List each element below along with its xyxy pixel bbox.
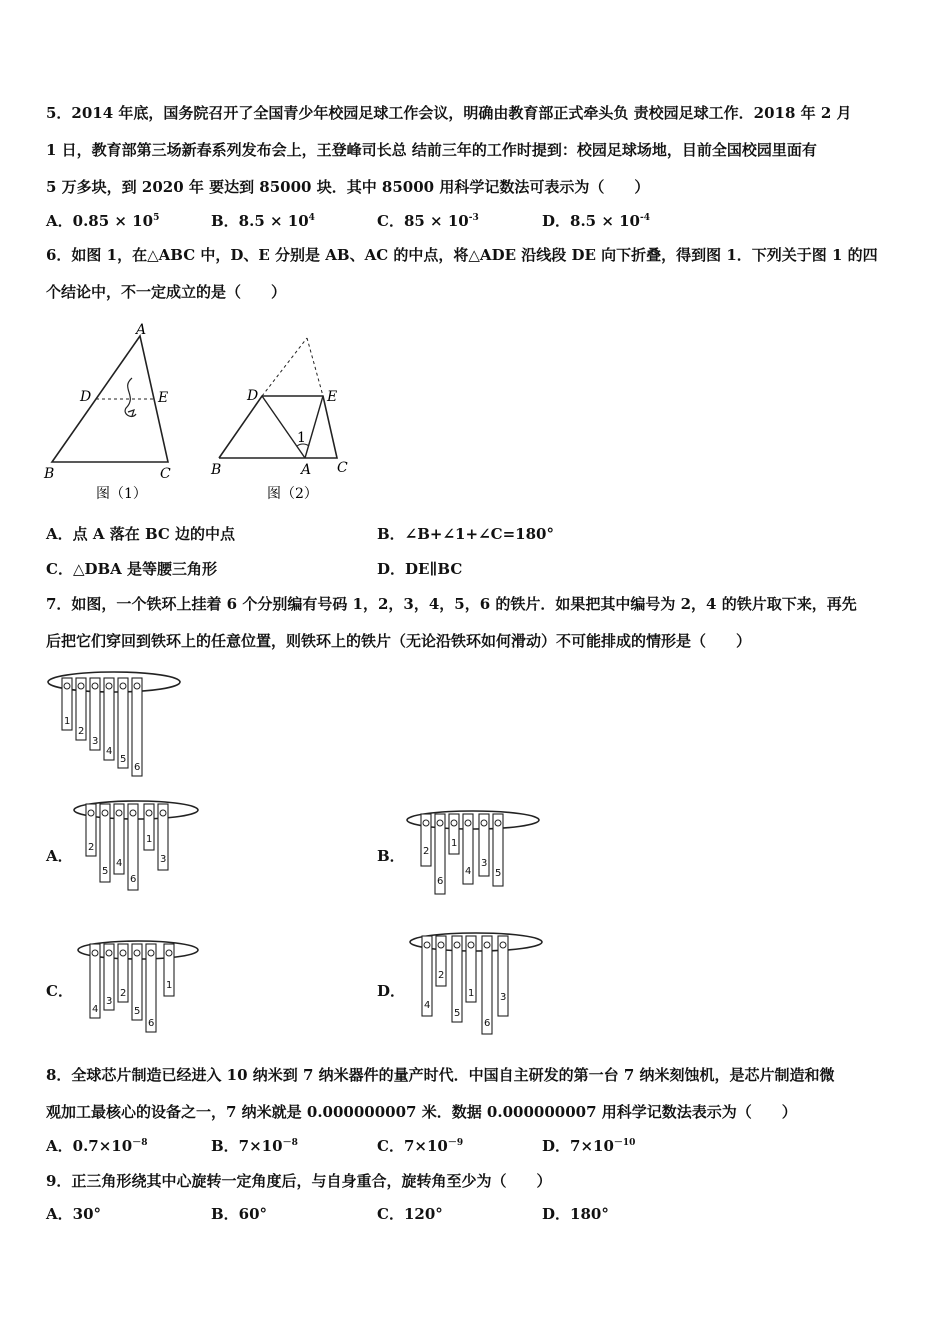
svg-text:2: 2: [438, 970, 445, 981]
svg-text:5: 5: [495, 868, 502, 879]
svg-text:4: 4: [106, 746, 113, 757]
svg-text:5: 5: [102, 866, 109, 877]
q9-option-d[interactable]: D．180°: [542, 1205, 609, 1223]
opt-b-tag-2: [435, 814, 445, 894]
q7-option-d-figure[interactable]: [408, 928, 548, 1038]
opt-a-tag-1: [86, 804, 96, 856]
svg-text:4: 4: [465, 866, 472, 877]
svg-text:6: 6: [134, 762, 141, 773]
fig2-caption: 图（2）: [267, 486, 318, 502]
svg-text:3: 3: [481, 858, 488, 869]
opt-a-tag-3: [114, 804, 124, 874]
q6-text-line2: 个结论中，不一定成立的是（ ）: [46, 283, 287, 301]
fig1-label-a: A: [136, 322, 147, 338]
q9-text-line1: 9．正三角形绕其中心旋转一定角度后，与自身重合，旋转角至少为（ ）: [46, 1172, 552, 1190]
opt-d-tag-1: [422, 936, 432, 1016]
opt-c-tag-1: [90, 944, 100, 1018]
main-tag-4: [104, 678, 114, 760]
main-tag-1: [62, 678, 72, 730]
q7-option-a-label[interactable]: A．: [46, 847, 73, 865]
q6-option-c[interactable]: C．△DBA 是等腰三角形: [46, 560, 218, 578]
opt-a-tag-5: [144, 804, 154, 850]
opt-a-tag-4: [128, 804, 138, 890]
q7-option-b-figure[interactable]: [405, 806, 545, 896]
q8-option-d[interactable]: D．$7\times 10^{-10}$: [542, 1137, 636, 1155]
opt-d-tag-2: [436, 936, 446, 986]
svg-text:4: 4: [424, 1000, 431, 1011]
opt-b-tag-3: [449, 814, 459, 854]
main-tag-5: [118, 678, 128, 768]
svg-text:3: 3: [92, 736, 99, 747]
svg-text:1: 1: [146, 834, 153, 845]
q7-option-b-label[interactable]: B．: [377, 847, 405, 865]
q8-option-a[interactable]: A．$0.7\times 10^{-8}$: [46, 1137, 148, 1155]
q7-main-ring-figure: [46, 666, 186, 776]
opt-b-tag-6: [493, 814, 503, 886]
svg-text:3: 3: [160, 854, 167, 865]
q9-option-c[interactable]: C．120°: [377, 1205, 443, 1223]
opt-b-tag-1: [421, 814, 431, 866]
q6-figure-2: [205, 318, 365, 508]
svg-text:5: 5: [120, 754, 127, 765]
q6-figure-1: [40, 318, 190, 508]
q7-option-d-label[interactable]: D．: [377, 982, 406, 1000]
opt-a-tag-6: [158, 804, 168, 870]
q5-option-c[interactable]: C．$85 \times 10^{-3}$: [377, 212, 479, 230]
q5-option-d[interactable]: D．$8.5 \times 10^{-4}$: [542, 212, 650, 230]
q6-text-line1: 6．如图 1，在△ABC 中，D、E 分别是 AB、AC 的中点，将△ADE 沿线段 DE 向下折叠，得到图 1．下列关于图 1 的四: [46, 246, 878, 264]
svg-text:6: 6: [484, 1018, 491, 1029]
svg-text:6: 6: [437, 876, 444, 887]
q8-option-c[interactable]: C．$7\times 10^{-9}$: [377, 1137, 464, 1155]
svg-text:5: 5: [134, 1006, 141, 1017]
q5-text-line2: 1 日，教育部第三场新春系列发布会上，王登峰司长总 结前三年的工作时提到：校园足球场地，目前全国校园里面有: [46, 141, 817, 159]
q5-text-line3: 5 万多块，到 2020 年 要达到 85000 块．其中 85000 用科学记数法可表示为（ ）: [46, 178, 650, 196]
q8-text-line1: 8．全球芯片制造已经进入 10 纳米到 7 纳米器件的量产时代．中国自主研发的第一台 7 纳米刻蚀机，是芯片制造和微: [46, 1066, 835, 1084]
svg-text:6: 6: [130, 874, 137, 885]
svg-text:6: 6: [148, 1018, 155, 1029]
main-tag-3: [90, 678, 100, 750]
opt-c-tag-4: [132, 944, 142, 1020]
main-tag-6: [132, 678, 142, 776]
q7-text-line2: 后把它们穿回到铁环上的任意位置，则铁环上的铁片（无论沿铁环如何滑动）不可能排成的情形是（ ）: [46, 632, 752, 650]
fig2-label-a: A: [301, 462, 312, 478]
q8-text-line2: 观加工最核心的设备之一，7 纳米就是 0.000000007 米．数据 0.000000007 用科学记数法表示为（ ）: [46, 1103, 797, 1121]
fig2-label-b: B: [211, 462, 222, 478]
opt-c-tag-6: [164, 944, 174, 996]
q6-option-b[interactable]: B．∠B+∠1+∠C=180°: [377, 525, 554, 543]
main-tag-2: [76, 678, 86, 740]
opt-d-tag-3: [452, 936, 462, 1022]
fig2-label-c: C: [337, 460, 348, 476]
opt-d-tag-4: [466, 936, 476, 1002]
opt-c-tag-2: [104, 944, 114, 1010]
q5-text-line1: 5．2014 年底，国务院召开了全国青少年校园足球工作会议，明确由教育部正式牵头负 责校园足球工作．2018 年 2 月: [46, 104, 852, 122]
fig1-label-b: B: [44, 466, 55, 482]
svg-text:5: 5: [454, 1008, 461, 1019]
svg-text:4: 4: [116, 858, 123, 869]
q7-text-line1: 7．如图，一个铁环上挂着 6 个分别编有号码 1，2，3，4，5，6 的铁片．如果把其中编号为 2，4 的铁片取下来，再先: [46, 595, 857, 613]
svg-text:1: 1: [64, 716, 71, 727]
svg-text:4: 4: [92, 1004, 99, 1015]
q9-option-a[interactable]: A．30°: [46, 1205, 102, 1223]
fig1-caption: 图（1）: [96, 486, 147, 502]
fig2-label-e: E: [327, 389, 338, 405]
q5-option-b[interactable]: B．$8.5 \times 10^4$: [211, 212, 315, 230]
q7-option-a-figure[interactable]: [72, 796, 202, 891]
q6-option-a[interactable]: A．点 A 落在 BC 边的中点: [46, 525, 236, 543]
q6-option-d[interactable]: D．DE∥BC: [377, 560, 463, 578]
opt-c-tag-5: [146, 944, 156, 1032]
opt-a-tag-2: [100, 804, 110, 882]
svg-text:3: 3: [106, 996, 113, 1007]
svg-text:1: 1: [468, 988, 475, 999]
fig2-angle-1: 1: [297, 430, 306, 446]
svg-text:2: 2: [120, 988, 127, 999]
opt-c-tag-3: [118, 944, 128, 1002]
fig1-label-c: C: [160, 466, 171, 482]
fig1-label-d: D: [80, 389, 92, 405]
q9-option-b[interactable]: B．60°: [211, 1205, 268, 1223]
svg-text:1: 1: [166, 980, 173, 991]
q7-option-c-figure[interactable]: [76, 936, 206, 1036]
fig1-label-e: E: [158, 390, 169, 406]
opt-d-tag-5: [482, 936, 492, 1034]
q7-option-c-label[interactable]: C．: [46, 982, 73, 1000]
fig2-label-d: D: [247, 388, 259, 404]
svg-text:2: 2: [78, 726, 85, 737]
svg-text:1: 1: [451, 838, 458, 849]
svg-text:2: 2: [423, 846, 430, 857]
svg-text:3: 3: [500, 992, 507, 1003]
q8-option-b[interactable]: B．$7\times 10^{-8}$: [211, 1137, 298, 1155]
opt-b-tag-5: [479, 814, 489, 876]
q5-option-a[interactable]: A．$0.85 \times 10^5$: [46, 212, 160, 230]
opt-d-tag-6: [498, 936, 508, 1016]
opt-b-tag-4: [463, 814, 473, 884]
svg-text:2: 2: [88, 842, 95, 853]
